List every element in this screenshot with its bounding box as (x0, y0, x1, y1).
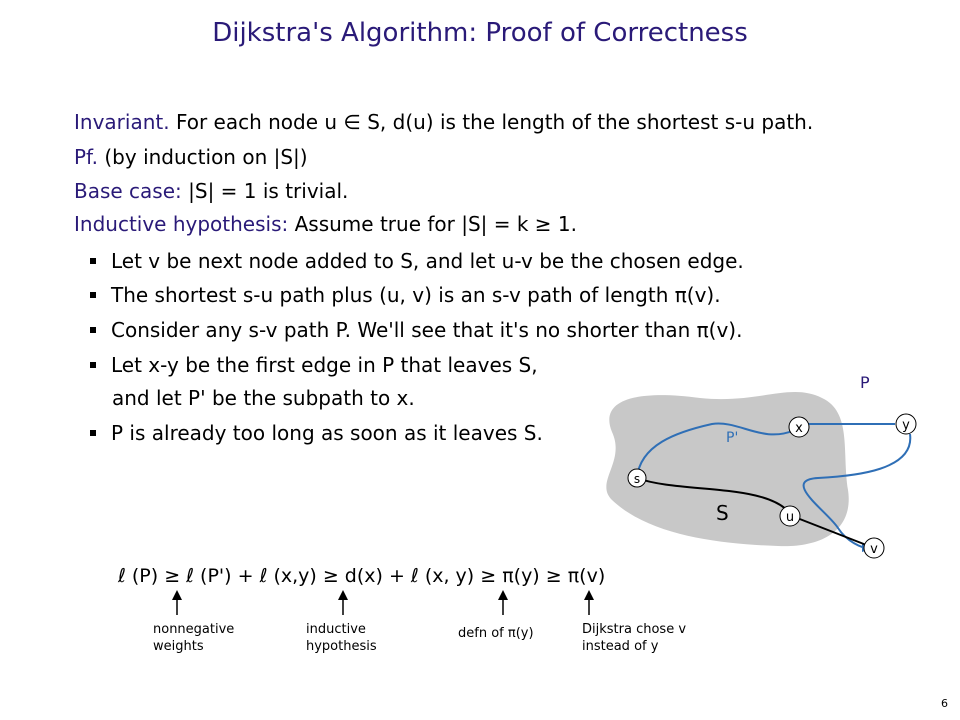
invariant-label: Invariant. (74, 110, 170, 134)
annotation-inductive-hypothesis: inductive hypothesis (306, 622, 377, 654)
node-x (789, 417, 809, 437)
node-v-label: v (870, 542, 878, 557)
node-v (864, 538, 884, 558)
annotation-dijkstra-chose: Dijkstra chose v instead of y (582, 622, 687, 654)
arrowhead-icon (172, 590, 182, 600)
annotation-defn-of-pi: defn of π(y) (458, 626, 534, 641)
node-s (628, 469, 646, 487)
node-y (896, 414, 916, 434)
annotation-arrows (172, 590, 594, 615)
base-case-label: Base case: (74, 179, 182, 203)
set-s-label: S (716, 501, 729, 525)
invariant-text: For each node u ∈ S, d(u) is the length of the shortest s-u path. (175, 110, 814, 134)
arrowhead-icon (584, 590, 594, 600)
proof-label: Pf. (74, 145, 99, 169)
base-case-text: |S| = 1 is trivial. (188, 179, 349, 203)
path-p-label: P (860, 373, 870, 392)
annotation-nonnegative-weights: nonnegative weights (153, 622, 235, 654)
page-number: 6 (941, 697, 948, 710)
inductive-hypothesis-text: Assume true for |S| = k ≥ 1. (294, 212, 577, 236)
bullet-continuation: and let P' be the subpath to x. (112, 386, 415, 410)
inductive-hypothesis-label: Inductive hypothesis: (74, 212, 289, 236)
arrowhead-icon (338, 590, 348, 600)
page-title: Dijkstra's Algorithm: Proof of Correctness (212, 18, 748, 48)
node-u (780, 506, 800, 526)
bullet-text: Let x-y be the first edge in P that leaves S, (111, 353, 538, 377)
bullet-text: P is already too long as soon as it leaves S. (111, 421, 543, 445)
arrowhead-icon (498, 590, 508, 600)
node-y-label: y (902, 418, 910, 433)
node-x-label: x (795, 421, 803, 436)
node-u-label: u (785, 510, 795, 525)
proof-text: (by induction on |S|) (104, 145, 308, 169)
subpath-p-prime-label: P' (726, 430, 739, 446)
inequality-chain: ℓ (P) ≥ ℓ (P') + ℓ (x,y) ≥ d(x) + ℓ (x, y) ≥ π(y) ≥ π(v) (118, 565, 606, 587)
bullet-text: Consider any s-v path P. We'll see that it's no shorter than π(v). (111, 318, 743, 342)
bullet-text: Let v be next node added to S, and let u-v be the chosen edge. (111, 249, 744, 273)
bullet-text: The shortest s-u path plus (u, v) is an s-v path of length π(v). (111, 283, 721, 307)
node-s-label: s (633, 472, 641, 486)
